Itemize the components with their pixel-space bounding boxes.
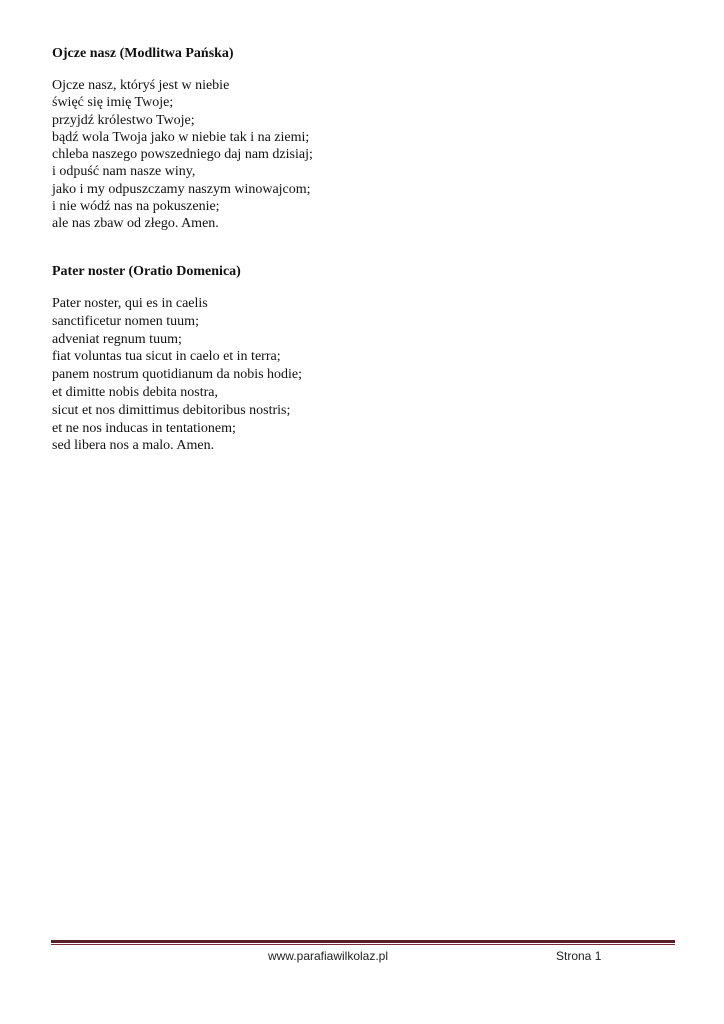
footer-divider-thick xyxy=(51,940,675,943)
prayer-title: Ojcze nasz (Modlitwa Pańska) xyxy=(52,46,234,61)
prayer-line: święć się imię Twoje; xyxy=(52,95,174,111)
prayer-line: przyjdź królestwo Twoje; xyxy=(52,112,195,128)
prayer-line: fiat voluntas tua sicut in caelo et in terra; xyxy=(52,349,281,365)
prayer-line: adveniat regnum tuum; xyxy=(52,331,182,347)
prayer-line: sicut et nos dimittimus debitoribus nostris; xyxy=(52,402,291,418)
prayer-line: panem nostrum quotidianum da nobis hodie; xyxy=(52,367,303,383)
prayer-text xyxy=(52,77,672,233)
prayer-line: Ojcze nasz, któryś jest w niebie xyxy=(52,78,230,93)
prayer-latin xyxy=(52,263,672,455)
prayer-line: et ne nos inducas in tentationem; xyxy=(52,420,236,436)
prayer-line: i nie wódź nas na pokuszenie; xyxy=(52,199,220,215)
prayer-line: sed libera nos a malo. Amen. xyxy=(52,438,215,454)
prayer-text xyxy=(52,295,672,455)
prayer-title: Pater noster (Oratio Domenica) xyxy=(52,264,241,279)
prayer-line: et dimitte nobis debita nostra, xyxy=(52,384,219,400)
prayer-line: Pater noster, qui es in caelis xyxy=(52,296,208,311)
website-link[interactable]: www.parafiawilkolaz.pl xyxy=(267,949,389,963)
prayer-line: i odpuść nam nasze winy, xyxy=(52,164,196,180)
prayer-polish xyxy=(52,45,672,233)
prayer-line: chleba naszego powszedniego daj nam dzisiaj; xyxy=(52,147,313,163)
prayer-line: sanctificetur nomen tuum; xyxy=(52,313,199,329)
footer-divider xyxy=(51,940,675,947)
prayer-line: jako i my odpuszczamy naszym winowajcom; xyxy=(52,181,311,197)
prayer-line: ale nas zbaw od złego. Amen. xyxy=(52,216,219,232)
page-number: Strona 1 xyxy=(556,949,602,963)
footer-website xyxy=(0,949,724,964)
prayer-line: bądź wola Twoja jako w niebie tak i na ziemi; xyxy=(52,129,310,145)
footer-divider-thin xyxy=(51,944,675,945)
